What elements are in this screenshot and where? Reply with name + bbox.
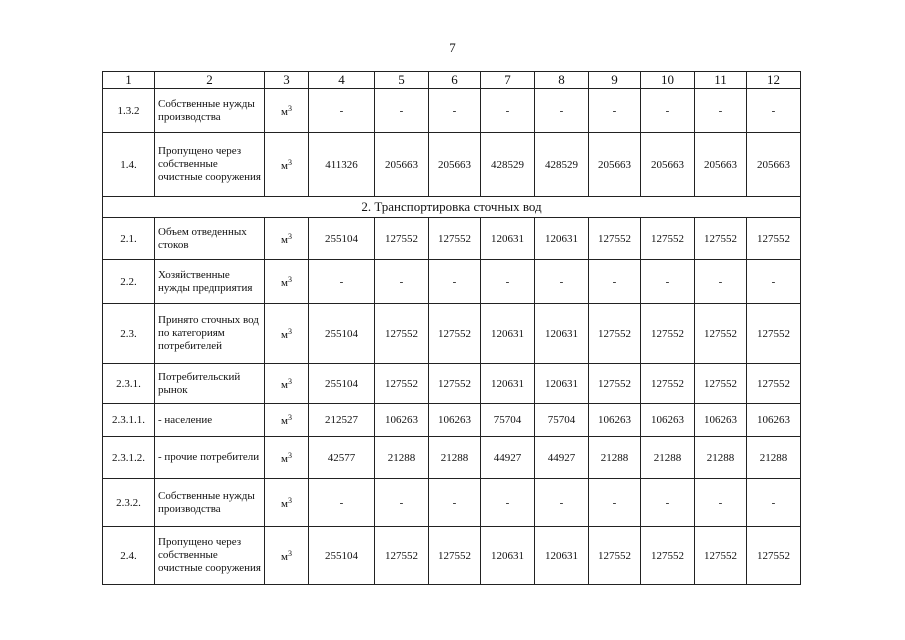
row-unit: [265, 304, 309, 364]
row-unit: [265, 404, 309, 437]
value-cell: -: [375, 479, 429, 527]
unit-exponent: 3: [287, 103, 292, 113]
value-cell: -: [309, 260, 375, 304]
value-cell: -: [375, 260, 429, 304]
header-cell: 10: [641, 72, 695, 89]
value-cell: 127552: [641, 304, 695, 364]
value-cell: 120631: [481, 364, 535, 404]
row-name: Принято сточных вод по категориям потребителей: [155, 304, 265, 364]
value-cell: 120631: [481, 304, 535, 364]
value-cell: -: [535, 479, 589, 527]
header-cell: 4: [309, 72, 375, 89]
value-cell: 255104: [309, 218, 375, 260]
header-row: [103, 72, 801, 89]
unit-exponent: 3: [287, 274, 292, 284]
value-cell: -: [429, 260, 481, 304]
value-cell: 120631: [481, 527, 535, 585]
value-cell: -: [641, 89, 695, 133]
value-cell: 127552: [375, 304, 429, 364]
unit-exponent: 3: [287, 376, 292, 386]
value-cell: 75704: [535, 404, 589, 437]
header-cell: 9: [589, 72, 641, 89]
value-cell: 127552: [695, 218, 747, 260]
value-cell: 428529: [535, 133, 589, 197]
value-cell: -: [429, 479, 481, 527]
header-cell: 5: [375, 72, 429, 89]
row-number: 2.3.1.: [103, 364, 155, 404]
unit-base: м: [281, 378, 288, 391]
value-cell: 120631: [535, 527, 589, 585]
value-cell: 127552: [589, 364, 641, 404]
value-cell: 106263: [695, 404, 747, 437]
value-cell: 205663: [695, 133, 747, 197]
table-row: [103, 89, 801, 133]
value-cell: 205663: [641, 133, 695, 197]
value-cell: 127552: [589, 527, 641, 585]
value-cell: 127552: [429, 364, 481, 404]
row-number: 2.3.: [103, 304, 155, 364]
section-row: [103, 197, 801, 218]
unit-exponent: 3: [287, 413, 292, 422]
value-cell: 106263: [429, 404, 481, 437]
table-row: [103, 218, 801, 260]
value-cell: 44927: [535, 437, 589, 479]
row-unit: [265, 437, 309, 479]
value-cell: 127552: [429, 527, 481, 585]
row-unit: [265, 89, 309, 133]
section-title: 2. Транспортировка сточных вод: [103, 197, 801, 218]
unit-base: м: [281, 497, 288, 510]
value-cell: -: [747, 89, 801, 133]
header-cell: 3: [265, 72, 309, 89]
value-cell: 127552: [641, 218, 695, 260]
value-cell: -: [535, 260, 589, 304]
value-cell: -: [589, 260, 641, 304]
value-cell: 127552: [747, 218, 801, 260]
row-unit: [265, 260, 309, 304]
value-cell: 411326: [309, 133, 375, 197]
value-cell: -: [375, 89, 429, 133]
row-number: 2.3.1.1.: [103, 404, 155, 437]
value-cell: 127552: [747, 527, 801, 585]
value-cell: 205663: [429, 133, 481, 197]
unit-exponent: 3: [287, 495, 292, 505]
value-cell: 205663: [589, 133, 641, 197]
value-cell: -: [747, 260, 801, 304]
unit-base: м: [281, 415, 288, 427]
row-number: 2.2.: [103, 260, 155, 304]
value-cell: 255104: [309, 527, 375, 585]
unit-exponent: 3: [287, 548, 292, 558]
table-row: [103, 404, 801, 437]
value-cell: 120631: [481, 218, 535, 260]
value-cell: 127552: [747, 304, 801, 364]
value-cell: -: [695, 89, 747, 133]
value-cell: 127552: [375, 527, 429, 585]
value-cell: 21288: [589, 437, 641, 479]
data-table: [102, 71, 801, 585]
unit-exponent: 3: [287, 326, 292, 336]
row-unit: [265, 133, 309, 197]
value-cell: 127552: [589, 304, 641, 364]
value-cell: 127552: [695, 527, 747, 585]
row-number: 2.3.1.2.: [103, 437, 155, 479]
value-cell: 212527: [309, 404, 375, 437]
value-cell: 127552: [589, 218, 641, 260]
row-number: 1.4.: [103, 133, 155, 197]
value-cell: 255104: [309, 304, 375, 364]
unit-base: м: [281, 550, 288, 563]
table-row: [103, 437, 801, 479]
row-name: Объем отведенных стоков: [155, 218, 265, 260]
unit-base: м: [281, 105, 288, 118]
value-cell: -: [481, 89, 535, 133]
value-cell: 21288: [375, 437, 429, 479]
table-row: [103, 364, 801, 404]
value-cell: 127552: [375, 364, 429, 404]
value-cell: 21288: [641, 437, 695, 479]
unit-exponent: 3: [287, 231, 292, 241]
row-name: - население: [155, 404, 265, 437]
value-cell: -: [429, 89, 481, 133]
value-cell: 127552: [695, 364, 747, 404]
row-name: - прочие потребители: [155, 437, 265, 479]
value-cell: 120631: [535, 304, 589, 364]
value-cell: -: [589, 89, 641, 133]
value-cell: 120631: [535, 218, 589, 260]
row-name: Хозяйственные нужды предприятия: [155, 260, 265, 304]
value-cell: 106263: [589, 404, 641, 437]
header-cell: 11: [695, 72, 747, 89]
unit-exponent: 3: [287, 450, 292, 460]
value-cell: 21288: [429, 437, 481, 479]
value-cell: -: [481, 260, 535, 304]
value-cell: 21288: [747, 437, 801, 479]
value-cell: 127552: [641, 527, 695, 585]
value-cell: 106263: [747, 404, 801, 437]
header-cell: 2: [155, 72, 265, 89]
row-unit: [265, 479, 309, 527]
value-cell: 127552: [695, 304, 747, 364]
value-cell: 255104: [309, 364, 375, 404]
value-cell: 205663: [375, 133, 429, 197]
table-row: [103, 479, 801, 527]
unit-base: м: [281, 276, 288, 289]
value-cell: 127552: [747, 364, 801, 404]
page-number: 7: [449, 40, 456, 55]
value-cell: 428529: [481, 133, 535, 197]
value-cell: -: [589, 479, 641, 527]
value-cell: 120631: [535, 364, 589, 404]
row-number: 1.3.2: [103, 89, 155, 133]
value-cell: -: [641, 479, 695, 527]
header-cell: 8: [535, 72, 589, 89]
table-row: [103, 260, 801, 304]
row-unit: [265, 218, 309, 260]
value-cell: 205663: [747, 133, 801, 197]
value-cell: 75704: [481, 404, 535, 437]
unit-base: м: [281, 452, 288, 465]
row-number: 2.4.: [103, 527, 155, 585]
value-cell: 21288: [695, 437, 747, 479]
row-unit: [265, 527, 309, 585]
value-cell: -: [309, 479, 375, 527]
value-cell: -: [695, 479, 747, 527]
value-cell: 42577: [309, 437, 375, 479]
header-cell: 7: [481, 72, 535, 89]
row-unit: [265, 364, 309, 404]
header-cell: 12: [747, 72, 801, 89]
value-cell: -: [535, 89, 589, 133]
value-cell: 106263: [641, 404, 695, 437]
row-name: Собственные нужды производства: [155, 479, 265, 527]
unit-base: м: [281, 233, 288, 246]
row-name: Пропущено через собственные очистные сооружения: [155, 527, 265, 585]
value-cell: 127552: [375, 218, 429, 260]
table-row: [103, 133, 801, 197]
row-name: Пропущено через собственные очистные сооружения: [155, 133, 265, 197]
unit-base: м: [281, 159, 288, 172]
value-cell: 127552: [641, 364, 695, 404]
value-cell: 106263: [375, 404, 429, 437]
table-row: [103, 527, 801, 585]
value-cell: -: [481, 479, 535, 527]
header-cell: 1: [103, 72, 155, 89]
unit-exponent: 3: [287, 157, 292, 167]
row-number: 2.1.: [103, 218, 155, 260]
table-row: [103, 304, 801, 364]
row-name: Потребительский рынок: [155, 364, 265, 404]
value-cell: -: [641, 260, 695, 304]
value-cell: 127552: [429, 304, 481, 364]
value-cell: 44927: [481, 437, 535, 479]
row-number: 2.3.2.: [103, 479, 155, 527]
value-cell: 127552: [429, 218, 481, 260]
unit-base: м: [281, 328, 288, 341]
header-cell: 6: [429, 72, 481, 89]
value-cell: -: [695, 260, 747, 304]
value-cell: -: [747, 479, 801, 527]
value-cell: -: [309, 89, 375, 133]
row-name: Собственные нужды производства: [155, 89, 265, 133]
